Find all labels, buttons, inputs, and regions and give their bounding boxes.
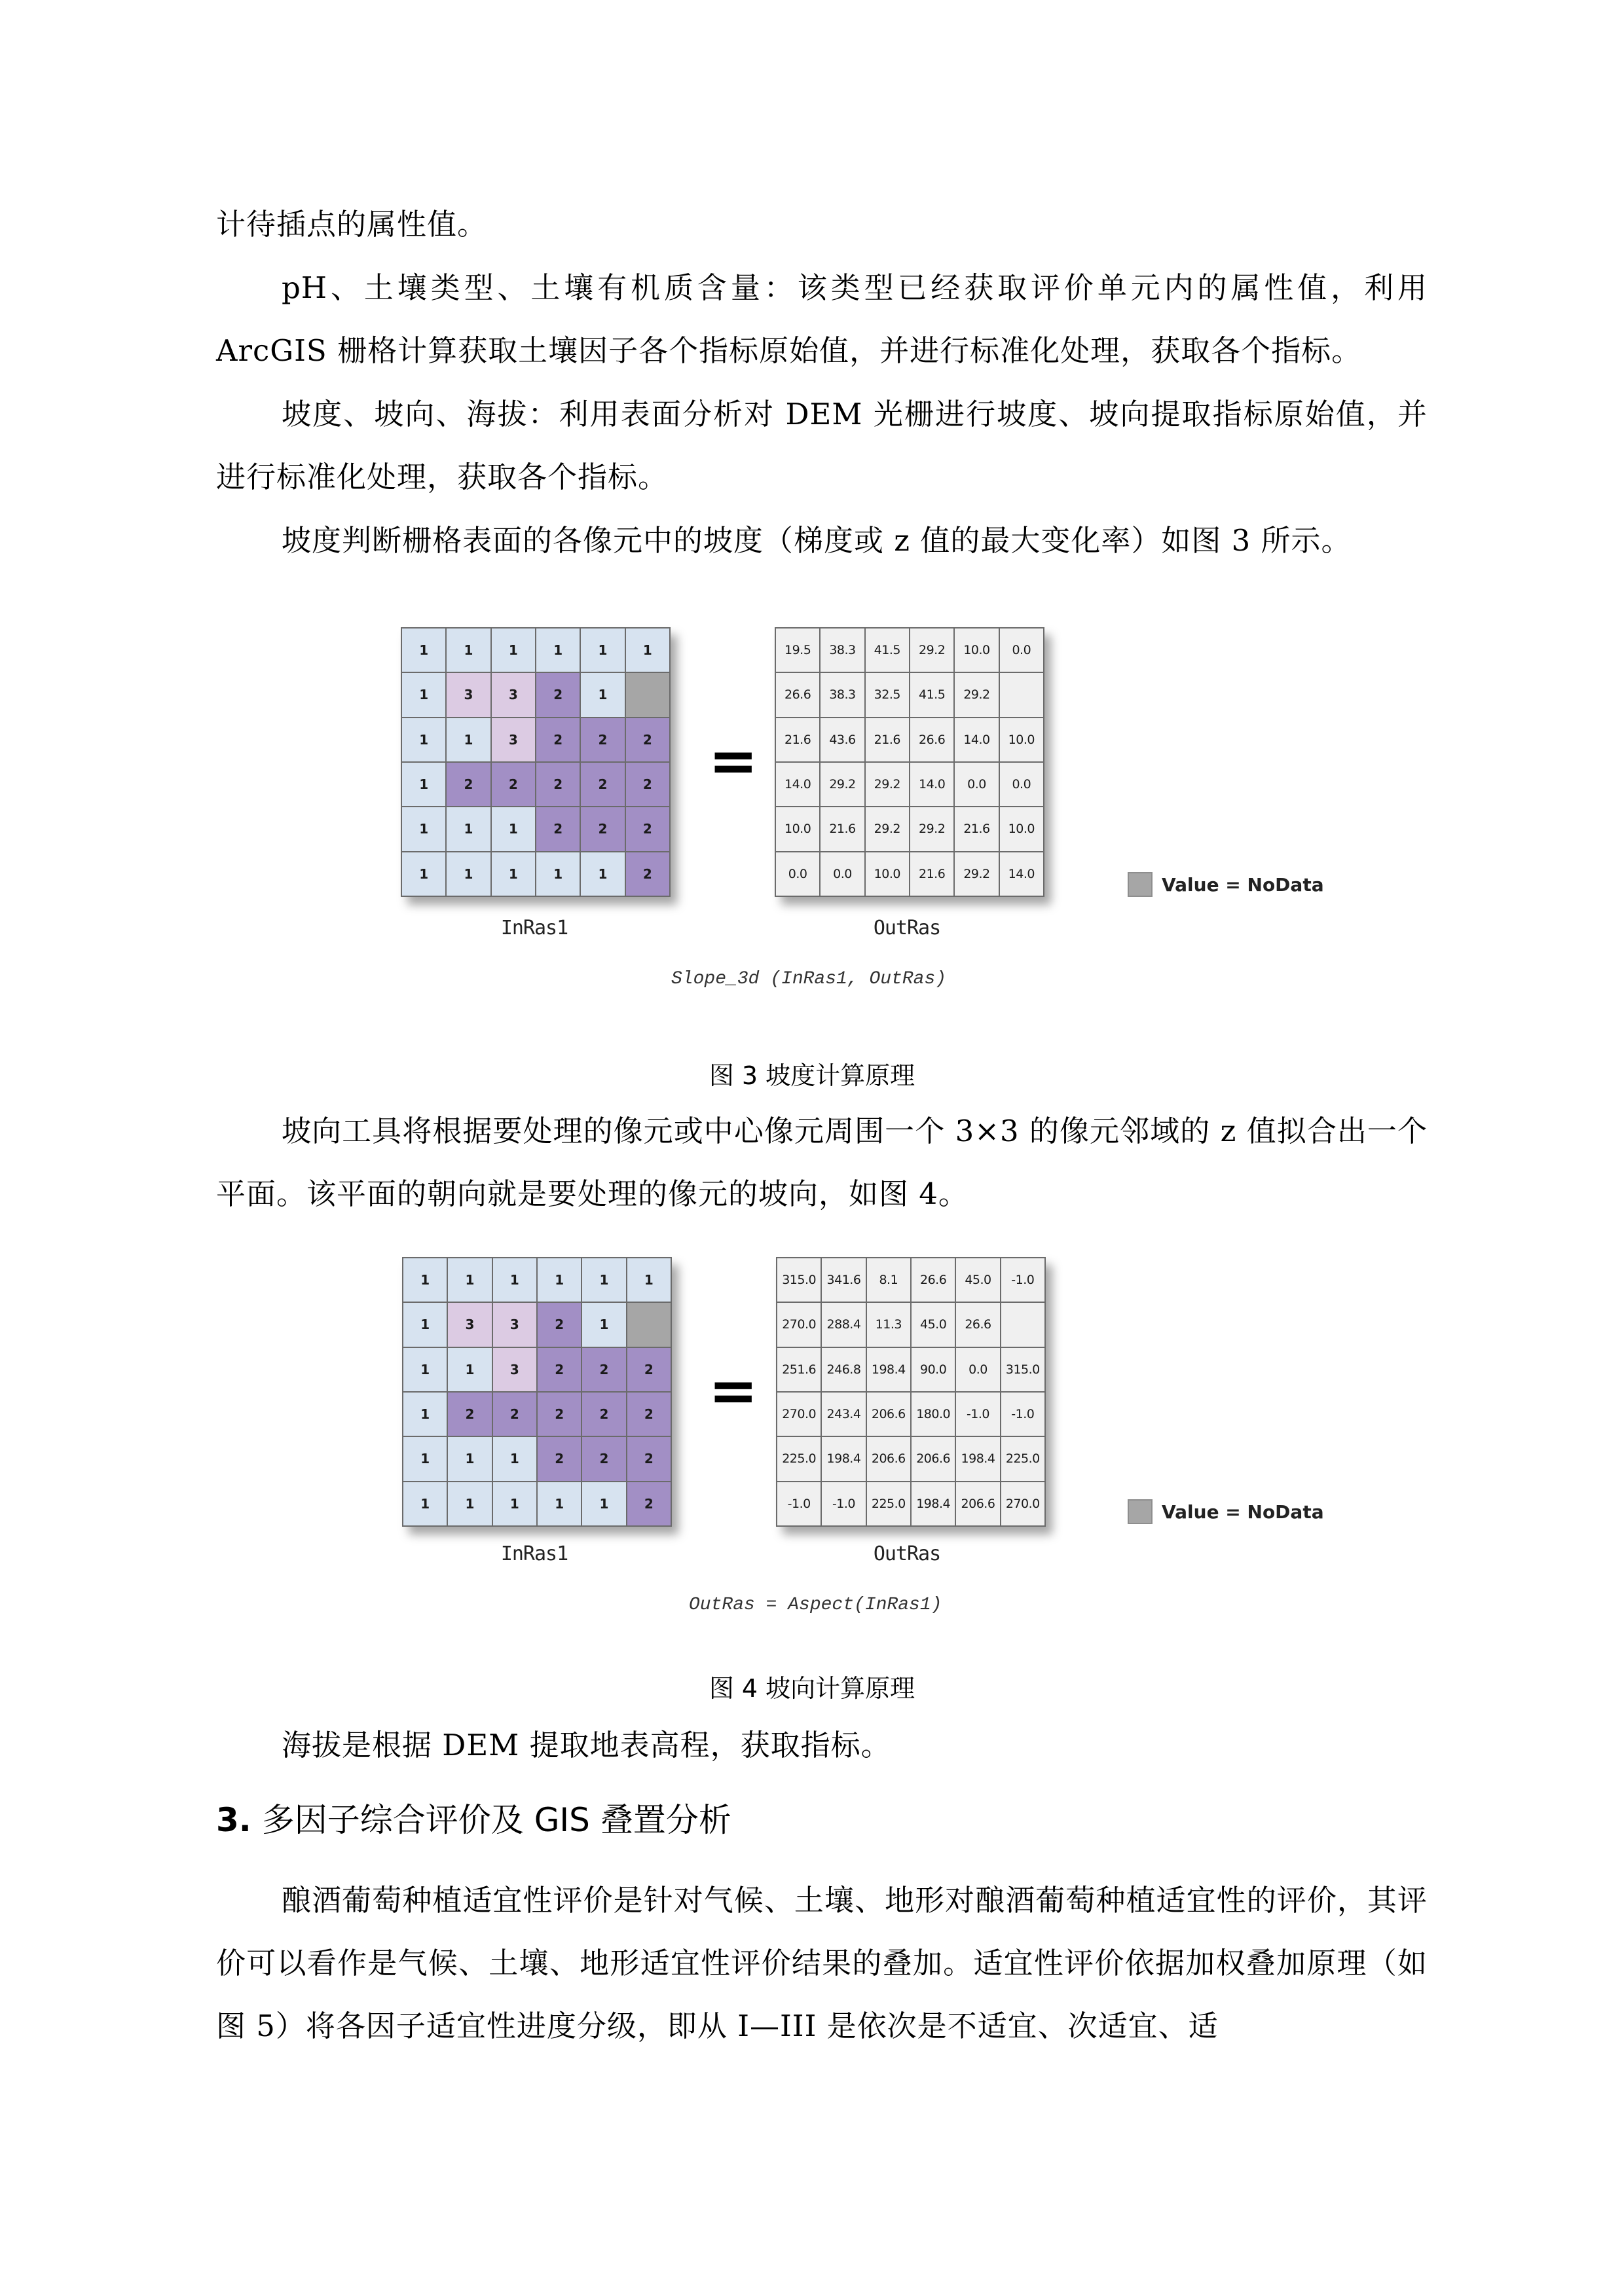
slope-formula: Slope_3d (InRas1, OutRas) xyxy=(671,969,947,989)
raster-cell: 26.6 xyxy=(910,718,953,761)
raster-cell: 2 xyxy=(581,807,624,850)
raster-cell: 206.6 xyxy=(867,1437,910,1480)
raster-cell: 0.0 xyxy=(1000,763,1043,806)
raster-cell: 0.0 xyxy=(776,852,819,896)
raster-cell: 14.0 xyxy=(776,763,819,806)
raster-cell: 1 xyxy=(403,1437,447,1480)
raster-cell: 26.6 xyxy=(912,1258,955,1302)
raster-cell: 225.0 xyxy=(777,1437,821,1480)
raster-cell: 1 xyxy=(402,718,445,761)
input-raster-grid xyxy=(402,1257,672,1527)
raster-cell: 1 xyxy=(402,852,445,896)
raster-cell: 198.4 xyxy=(956,1437,999,1480)
raster-cell: 2 xyxy=(626,718,669,761)
raster-cell: 21.6 xyxy=(866,718,909,761)
raster-cell: 1 xyxy=(492,852,535,896)
raster-cell: 21.6 xyxy=(776,718,819,761)
equals-sign: = xyxy=(709,727,758,795)
raster-cell: 29.2 xyxy=(866,807,909,850)
raster-cell: 288.4 xyxy=(822,1303,865,1346)
paragraph-suitability: 酿酒葡萄种植适宜性评价是针对气候、土壤、地形对酿酒葡萄种植适宜性的评价，其评价可以看作是气候、土壤、地形适宜性评价结果的叠加。适宜性评价依据加权叠加原理（如图 5）将各因子适宜性进度分级，即从 I—III 是依次是不适宜、次适宜、适 xyxy=(216,1883,1428,2043)
raster-cell: 2 xyxy=(627,1348,671,1391)
raster-cell: 26.6 xyxy=(776,673,819,716)
raster-cell: 1 xyxy=(581,629,624,672)
raster-cell: -1.0 xyxy=(1001,1258,1044,1302)
raster-cell: 10.0 xyxy=(776,807,819,850)
raster-cell: 45.0 xyxy=(912,1303,955,1346)
raster-cell: 2 xyxy=(582,1393,625,1436)
raster-cell: 2 xyxy=(538,1348,581,1391)
nodata-cell xyxy=(1000,673,1043,716)
raster-cell: 1 xyxy=(582,1482,625,1525)
raster-cell: 1 xyxy=(627,1258,671,1302)
raster-cell: 341.6 xyxy=(822,1258,865,1302)
raster-cell: 206.6 xyxy=(867,1393,910,1436)
raster-cell: 10.0 xyxy=(1000,807,1043,850)
raster-cell: 29.2 xyxy=(910,807,953,850)
raster-cell: -1.0 xyxy=(822,1482,865,1525)
raster-cell: 2 xyxy=(627,1482,671,1525)
raster-cell: 2 xyxy=(448,1393,491,1436)
raster-cell: 29.2 xyxy=(955,673,998,716)
nodata-legend xyxy=(1128,1499,1324,1524)
figure-caption: 图 4 坡向计算原理 xyxy=(709,1674,915,1703)
raster-cell: 3 xyxy=(493,1348,536,1391)
raster-cell: 2 xyxy=(626,852,669,896)
raster-cell: 45.0 xyxy=(956,1258,999,1302)
raster-cell: 21.6 xyxy=(910,852,953,896)
raster-cell: 1 xyxy=(493,1437,536,1480)
raster-cell: 1 xyxy=(493,1482,536,1525)
raster-cell: 14.0 xyxy=(1000,852,1043,896)
raster-cell: 21.6 xyxy=(955,807,998,850)
raster-cell: 1 xyxy=(582,1303,625,1346)
raster-cell: 26.6 xyxy=(956,1303,999,1346)
raster-cell: 246.8 xyxy=(822,1348,865,1391)
raster-cell: 29.2 xyxy=(866,763,909,806)
raster-cell: 10.0 xyxy=(1000,718,1043,761)
raster-cell: 1 xyxy=(448,1348,491,1391)
raster-cell: 2 xyxy=(492,763,535,806)
raster-cell: 90.0 xyxy=(912,1348,955,1391)
raster-cell: 1 xyxy=(402,673,445,716)
raster-cell: 2 xyxy=(538,1393,581,1436)
raster-cell: 206.6 xyxy=(956,1482,999,1525)
raster-cell: 1 xyxy=(447,807,490,850)
raster-cell: 29.2 xyxy=(955,852,998,896)
nodata-swatch xyxy=(1128,1499,1153,1524)
raster-cell: 10.0 xyxy=(866,852,909,896)
raster-cell: 198.4 xyxy=(867,1348,910,1391)
raster-cell: 8.1 xyxy=(867,1258,910,1302)
raster-cell: 1 xyxy=(403,1482,447,1525)
raster-cell: 2 xyxy=(536,763,580,806)
raster-cell: 243.4 xyxy=(822,1393,865,1436)
raster-cell: 1 xyxy=(538,1482,581,1525)
raster-cell: 1 xyxy=(492,629,535,672)
raster-cell: -1.0 xyxy=(1001,1393,1044,1436)
raster-cell: 2 xyxy=(627,1393,671,1436)
raster-cell: 2 xyxy=(581,763,624,806)
raster-cell: 3 xyxy=(448,1303,491,1346)
equals-sign: = xyxy=(709,1357,758,1425)
raster-cell: 2 xyxy=(582,1348,625,1391)
paragraph-aspect-intro: 坡向工具将根据要处理的像元或中心像元周围一个 3×3 的像元邻域的 z 值拟合出一个平面。该平面的朝向就是要处理的像元的坡向，如图 4。 xyxy=(216,1114,1428,1211)
section-number: 3. xyxy=(216,1801,251,1839)
raster-cell: 1 xyxy=(402,629,445,672)
raster-cell: 14.0 xyxy=(910,763,953,806)
raster-cell: 270.0 xyxy=(1001,1482,1044,1525)
raster-cell: 3 xyxy=(447,673,490,716)
raster-cell: 198.4 xyxy=(912,1482,955,1525)
aspect-formula: OutRas = Aspect(InRas1) xyxy=(689,1595,942,1615)
raster-cell: 1 xyxy=(402,763,445,806)
output-raster-grid xyxy=(776,1257,1046,1527)
raster-cell: 225.0 xyxy=(867,1482,910,1525)
raster-cell: 29.2 xyxy=(910,629,953,672)
nodata-legend xyxy=(1128,872,1324,897)
paragraph-soil-factors: pH、土壤类型、土壤有机质含量：该类型已经获取评价单元内的属性值，利用ArcGIS 栅格计算获取土壤因子各个指标原始值，并进行标准化处理，获取各个指标。 xyxy=(216,270,1428,368)
raster-cell: 2 xyxy=(538,1303,581,1346)
raster-cell: 41.5 xyxy=(910,673,953,716)
figure-caption: 图 3 坡度计算原理 xyxy=(709,1061,915,1090)
raster-cell: -1.0 xyxy=(777,1482,821,1525)
raster-cell: 198.4 xyxy=(822,1437,865,1480)
raster-cell: 1 xyxy=(403,1393,447,1436)
raster-cell: 1 xyxy=(626,629,669,672)
raster-cell: 1 xyxy=(403,1258,447,1302)
raster-cell: 1 xyxy=(492,807,535,850)
paragraph-elevation: 海拔是根据 DEM 提取地表高程，获取指标。 xyxy=(282,1728,891,1762)
raster-cell: 1 xyxy=(581,673,624,716)
raster-cell: 1 xyxy=(582,1258,625,1302)
raster-cell: 1 xyxy=(447,629,490,672)
raster-cell: 1 xyxy=(402,807,445,850)
raster-cell: 0.0 xyxy=(1000,629,1043,672)
raster-cell: 0.0 xyxy=(821,852,864,896)
raster-cell: 3 xyxy=(492,718,535,761)
raster-cell: 2 xyxy=(447,763,490,806)
raster-cell: 2 xyxy=(538,1437,581,1480)
raster-cell: 2 xyxy=(493,1393,536,1436)
input-raster-grid xyxy=(401,627,671,897)
raster-cell: -1.0 xyxy=(956,1393,999,1436)
raster-cell: 14.0 xyxy=(955,718,998,761)
raster-cell: 21.6 xyxy=(821,807,864,850)
raster-cell: 2 xyxy=(626,807,669,850)
raster-cell: 0.0 xyxy=(956,1348,999,1391)
raster-cell: 1 xyxy=(581,852,624,896)
raster-cell: 2 xyxy=(536,673,580,716)
legend-label: Value = NoData xyxy=(1162,873,1324,896)
raster-cell: 180.0 xyxy=(912,1393,955,1436)
raster-cell: 1 xyxy=(403,1303,447,1346)
nodata-cell xyxy=(1001,1303,1044,1346)
raster-cell: 270.0 xyxy=(777,1393,821,1436)
raster-cell: 251.6 xyxy=(777,1348,821,1391)
input-raster-label: InRas1 xyxy=(500,917,568,939)
raster-cell: 2 xyxy=(582,1437,625,1480)
raster-cell: 1 xyxy=(536,629,580,672)
input-raster-label: InRas1 xyxy=(500,1542,568,1565)
raster-cell: 2 xyxy=(536,718,580,761)
raster-cell: 2 xyxy=(581,718,624,761)
raster-cell: 1 xyxy=(447,718,490,761)
section-heading xyxy=(216,1794,731,1841)
raster-cell: 41.5 xyxy=(866,629,909,672)
raster-cell: 2 xyxy=(536,807,580,850)
raster-cell: 1 xyxy=(536,852,580,896)
raster-cell: 38.3 xyxy=(821,629,864,672)
raster-cell: 315.0 xyxy=(1001,1348,1044,1391)
raster-cell: 1 xyxy=(538,1258,581,1302)
legend-label: Value = NoData xyxy=(1162,1501,1324,1523)
raster-cell: 19.5 xyxy=(776,629,819,672)
output-raster-grid xyxy=(775,627,1044,897)
raster-cell: 2 xyxy=(626,763,669,806)
raster-cell: 225.0 xyxy=(1001,1437,1044,1480)
raster-cell: 32.5 xyxy=(866,673,909,716)
section-title: 多因子综合评价及 GIS 叠置分析 xyxy=(261,1801,731,1839)
raster-cell: 29.2 xyxy=(821,763,864,806)
raster-cell: 1 xyxy=(493,1258,536,1302)
nodata-swatch xyxy=(1128,872,1153,897)
raster-cell: 1 xyxy=(447,852,490,896)
nodata-cell xyxy=(626,673,669,716)
raster-cell: 1 xyxy=(448,1258,491,1302)
raster-cell: 38.3 xyxy=(821,673,864,716)
paragraph-slope-intro: 坡度判断栅格表面的各像元中的坡度（梯度或 z 值的最大变化率）如图 3 所示。 xyxy=(282,523,1352,558)
nodata-cell xyxy=(627,1303,671,1346)
raster-cell: 270.0 xyxy=(777,1303,821,1346)
raster-cell: 3 xyxy=(493,1303,536,1346)
paragraph-interpolation-tail: 计待插点的属性值。 xyxy=(216,207,488,242)
raster-cell: 206.6 xyxy=(912,1437,955,1480)
raster-cell: 1 xyxy=(448,1482,491,1525)
raster-cell: 315.0 xyxy=(777,1258,821,1302)
raster-cell: 3 xyxy=(492,673,535,716)
output-raster-label: OutRas xyxy=(873,1542,941,1565)
raster-cell: 1 xyxy=(403,1348,447,1391)
raster-cell: 10.0 xyxy=(955,629,998,672)
raster-cell: 2 xyxy=(627,1437,671,1480)
raster-cell: 1 xyxy=(448,1437,491,1480)
output-raster-label: OutRas xyxy=(873,917,941,939)
raster-cell: 11.3 xyxy=(867,1303,910,1346)
raster-cell: 43.6 xyxy=(821,718,864,761)
raster-cell: 0.0 xyxy=(955,763,998,806)
paragraph-terrain-factors: 坡度、坡向、海拔：利用表面分析对 DEM 光栅进行坡度、坡向提取指标原始值，并进行标准化处理，获取各个指标。 xyxy=(216,397,1428,494)
